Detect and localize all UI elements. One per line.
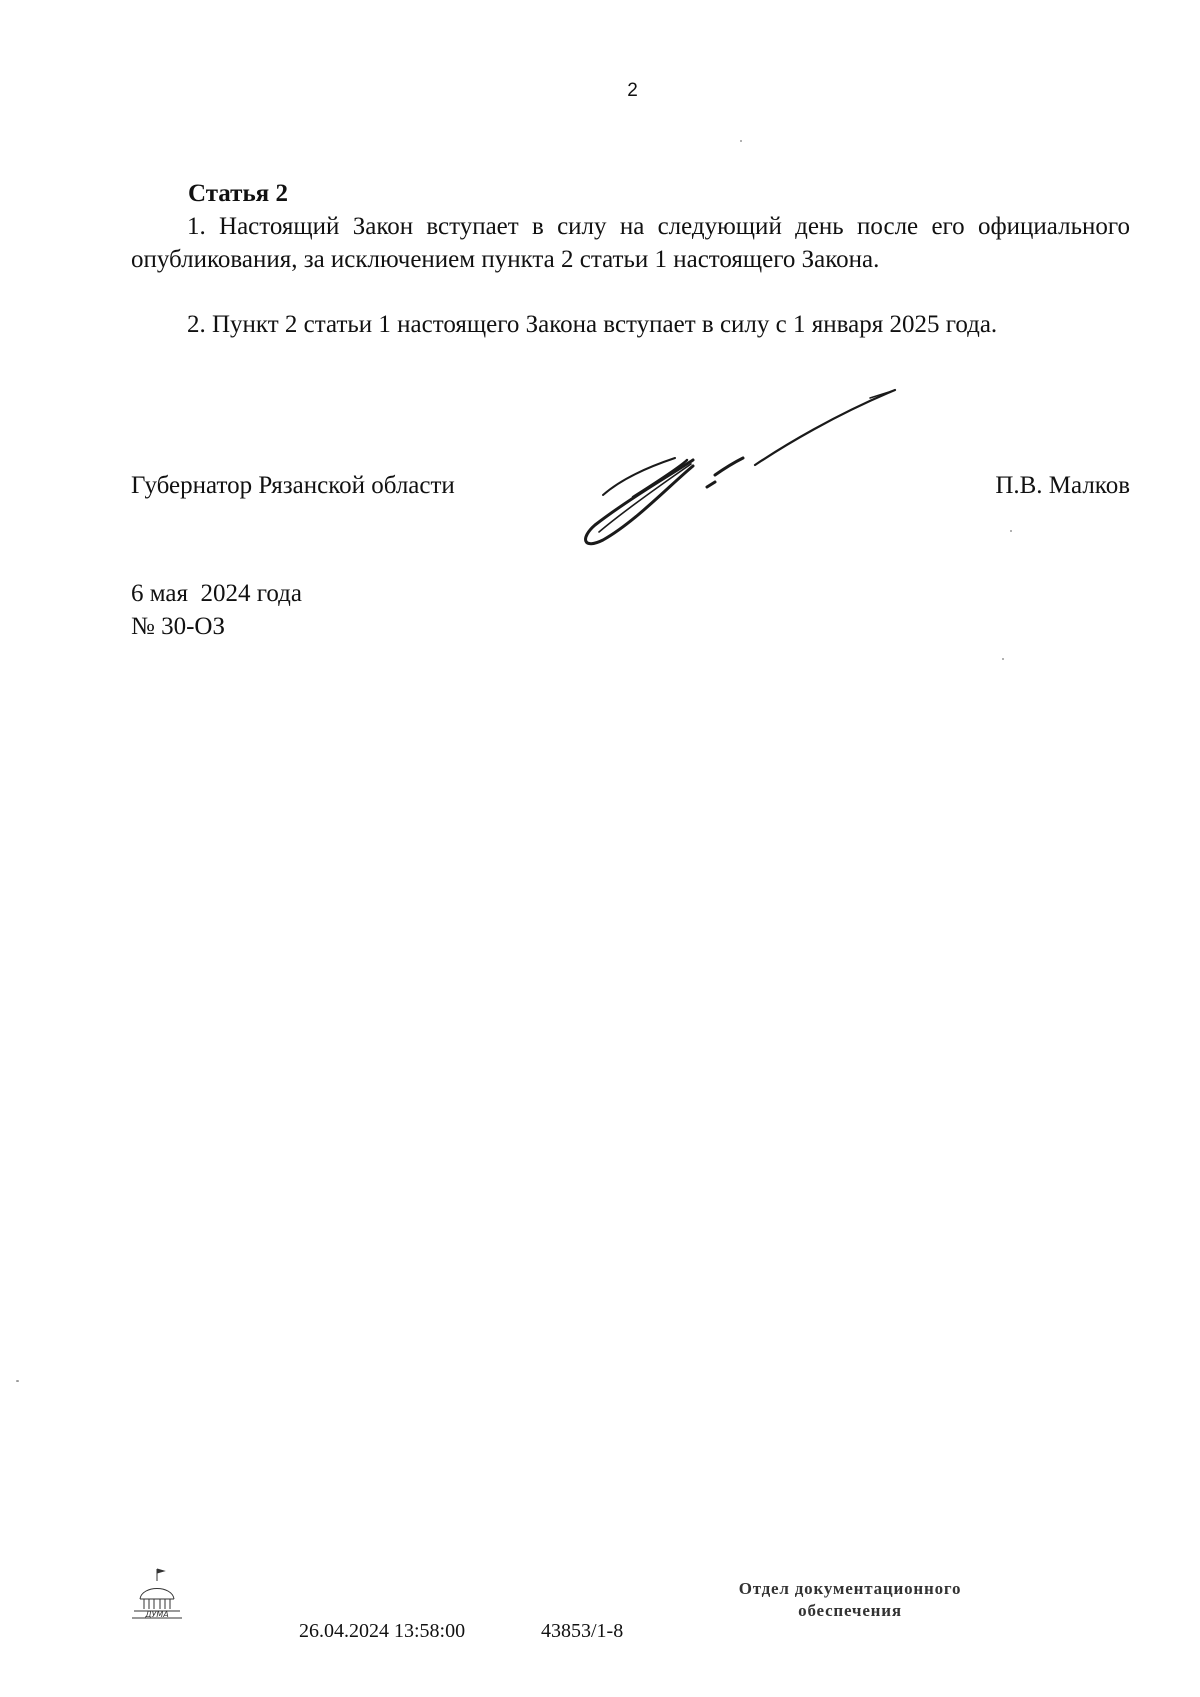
footer-timestamp: 26.04.2024 13:58:00 [299, 1620, 466, 1642]
signatory-position: Губернатор Рязанской области [131, 472, 455, 499]
handwritten-signature [575, 380, 905, 560]
department-stamp [705, 1578, 995, 1622]
scan-speck [740, 140, 742, 142]
signatory-name: П.В. Малков [995, 472, 1130, 499]
article-paragraph-2: 2. Пункт 2 статьи 1 настоящего Закона вступает в силу с 1 января 2025 года. [187, 311, 998, 338]
law-number: № 30-ОЗ [131, 613, 226, 640]
scan-speck [1002, 658, 1004, 660]
department-stamp-line-2: обеспечения [798, 1601, 902, 1620]
page-number: 2 [627, 80, 638, 101]
article-paragraph-1: 1. Настоящий Закон вступает в силу на следующий день после его официального опубликования, за исключением пункта 2 статьи 1 настоящего Закона. [131, 213, 1130, 273]
scan-speck [16, 1380, 19, 1382]
duma-logo-text: ДУМА [145, 1610, 169, 1619]
scan-speck [1010, 530, 1012, 532]
department-stamp-line-1: Отдел документационного [738, 1579, 962, 1598]
law-date: 6 мая 2024 года [131, 580, 302, 607]
duma-logo-icon [130, 1565, 185, 1620]
article-title: Статья 2 [188, 180, 288, 207]
footer-registration-number: 43853/1-8 [541, 1620, 624, 1642]
